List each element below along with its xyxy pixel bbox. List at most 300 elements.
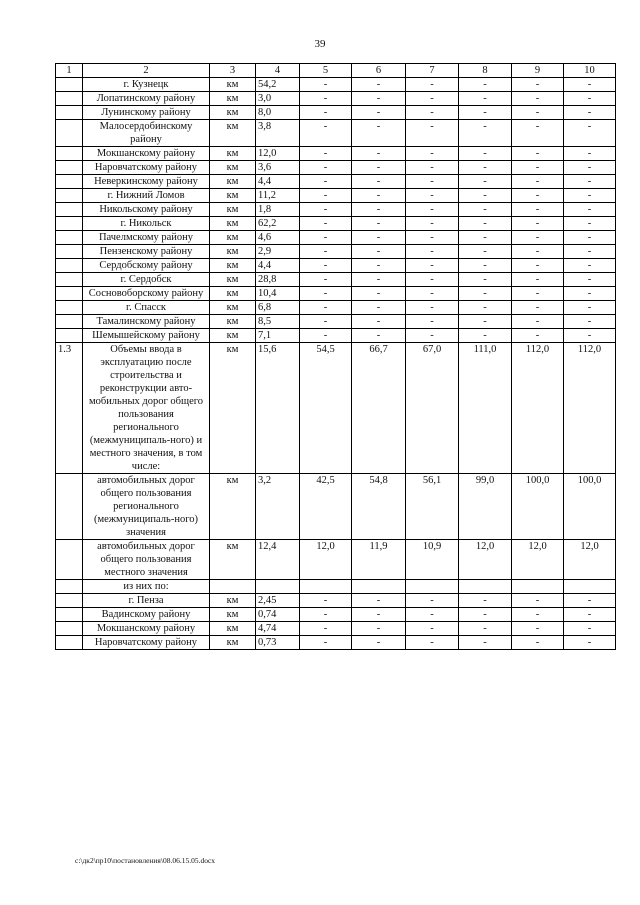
table-row bbox=[56, 273, 616, 287]
row-number-cell bbox=[56, 594, 83, 608]
year-value-cell: - bbox=[512, 608, 564, 622]
year-value-cell: - bbox=[459, 175, 512, 189]
base-value-cell: 3,8 bbox=[256, 120, 300, 147]
base-value-cell: 0,73 bbox=[256, 636, 300, 650]
table-row bbox=[56, 343, 616, 474]
year-value-cell: 100,0 bbox=[512, 474, 564, 540]
year-value-cell: - bbox=[512, 189, 564, 203]
year-value-cell: - bbox=[459, 594, 512, 608]
row-number-cell bbox=[56, 189, 83, 203]
unit-cell: км bbox=[210, 301, 256, 315]
year-value-cell: - bbox=[300, 175, 352, 189]
table-row bbox=[56, 189, 616, 203]
indicator-name-cell: Наровчатскому району bbox=[83, 636, 210, 650]
year-value-cell: - bbox=[406, 92, 459, 106]
year-value-cell: - bbox=[459, 259, 512, 273]
indicator-name-cell: Сосновоборскому району bbox=[83, 287, 210, 301]
base-value-cell: 6,8 bbox=[256, 301, 300, 315]
year-value-cell bbox=[459, 580, 512, 594]
year-value-cell bbox=[352, 580, 406, 594]
year-value-cell: - bbox=[406, 594, 459, 608]
unit-cell: км bbox=[210, 343, 256, 474]
table-row bbox=[56, 259, 616, 273]
year-value-cell: - bbox=[352, 594, 406, 608]
year-value-cell: - bbox=[300, 594, 352, 608]
header-cell: 1 bbox=[56, 64, 83, 78]
row-number-cell bbox=[56, 474, 83, 540]
unit-cell: км bbox=[210, 273, 256, 287]
year-value-cell: 11,9 bbox=[352, 540, 406, 580]
table-row bbox=[56, 540, 616, 580]
year-value-cell: - bbox=[406, 78, 459, 92]
base-value-cell: 4,6 bbox=[256, 231, 300, 245]
base-value-cell: 8,5 bbox=[256, 315, 300, 329]
year-value-cell: - bbox=[512, 161, 564, 175]
indicator-name-cell: г. Сердобск bbox=[83, 273, 210, 287]
base-value-cell: 12,0 bbox=[256, 147, 300, 161]
year-value-cell: - bbox=[352, 315, 406, 329]
year-value-cell: - bbox=[406, 189, 459, 203]
year-value-cell: - bbox=[406, 259, 459, 273]
base-value-cell: 7,1 bbox=[256, 329, 300, 343]
year-value-cell: - bbox=[512, 273, 564, 287]
year-value-cell: - bbox=[300, 231, 352, 245]
year-value-cell: - bbox=[564, 315, 616, 329]
base-value-cell: 2,9 bbox=[256, 245, 300, 259]
indicator-name-cell: Шемышейскому району bbox=[83, 329, 210, 343]
table-row bbox=[56, 175, 616, 189]
row-number-cell bbox=[56, 120, 83, 147]
unit-cell: км bbox=[210, 189, 256, 203]
row-number-cell bbox=[56, 608, 83, 622]
year-value-cell: - bbox=[406, 245, 459, 259]
year-value-cell: - bbox=[459, 231, 512, 245]
unit-cell: км bbox=[210, 245, 256, 259]
row-number-cell bbox=[56, 636, 83, 650]
year-value-cell bbox=[564, 580, 616, 594]
year-value-cell: 12,0 bbox=[459, 540, 512, 580]
year-value-cell: - bbox=[459, 329, 512, 343]
year-value-cell: - bbox=[300, 203, 352, 217]
year-value-cell: - bbox=[564, 175, 616, 189]
unit-cell: км bbox=[210, 161, 256, 175]
year-value-cell: - bbox=[300, 245, 352, 259]
indicator-name-cell: Сердобскому району bbox=[83, 259, 210, 273]
row-number-cell bbox=[56, 329, 83, 343]
year-value-cell: - bbox=[512, 120, 564, 147]
year-value-cell: - bbox=[300, 106, 352, 120]
table-row bbox=[56, 78, 616, 92]
table-row bbox=[56, 147, 616, 161]
row-number-cell bbox=[56, 147, 83, 161]
year-value-cell: - bbox=[406, 273, 459, 287]
data-table bbox=[55, 63, 616, 650]
row-number-cell bbox=[56, 161, 83, 175]
table-row bbox=[56, 608, 616, 622]
year-value-cell: - bbox=[406, 203, 459, 217]
year-value-cell: - bbox=[300, 287, 352, 301]
unit-cell: км bbox=[210, 106, 256, 120]
unit-cell: км bbox=[210, 636, 256, 650]
unit-cell: км bbox=[210, 622, 256, 636]
file-path-footer: c:\дк2\пр10\постановления\08.06.15.05.docx bbox=[75, 856, 216, 865]
year-value-cell bbox=[300, 580, 352, 594]
year-value-cell: 54,5 bbox=[300, 343, 352, 474]
year-value-cell: - bbox=[564, 287, 616, 301]
year-value-cell: - bbox=[300, 189, 352, 203]
header-cell: 6 bbox=[352, 64, 406, 78]
row-number-cell: 1.3 bbox=[56, 343, 83, 474]
indicator-name-cell: Объемы ввода в эксплуатацию после строительства и реконструкции авто-мобильных дорог общего пользования регионального (межмуниципаль-ного) и местного значения, в том числе: bbox=[83, 343, 210, 474]
year-value-cell: 111,0 bbox=[459, 343, 512, 474]
year-value-cell: - bbox=[459, 608, 512, 622]
table-row bbox=[56, 106, 616, 120]
year-value-cell: - bbox=[352, 329, 406, 343]
year-value-cell: 66,7 bbox=[352, 343, 406, 474]
year-value-cell: - bbox=[300, 608, 352, 622]
row-number-cell bbox=[56, 287, 83, 301]
year-value-cell: - bbox=[564, 301, 616, 315]
unit-cell: км bbox=[210, 217, 256, 231]
unit-cell: км bbox=[210, 608, 256, 622]
indicator-name-cell: Неверкинскому району bbox=[83, 175, 210, 189]
year-value-cell: - bbox=[512, 287, 564, 301]
row-number-cell bbox=[56, 203, 83, 217]
indicator-name-cell: Тамалинскому району bbox=[83, 315, 210, 329]
year-value-cell: 112,0 bbox=[564, 343, 616, 474]
year-value-cell: - bbox=[459, 315, 512, 329]
year-value-cell: - bbox=[564, 217, 616, 231]
unit-cell: км bbox=[210, 78, 256, 92]
table-row bbox=[56, 120, 616, 147]
table-row bbox=[56, 315, 616, 329]
base-value-cell: 12,4 bbox=[256, 540, 300, 580]
year-value-cell: - bbox=[459, 92, 512, 106]
year-value-cell: - bbox=[352, 259, 406, 273]
year-value-cell: 112,0 bbox=[512, 343, 564, 474]
year-value-cell: - bbox=[406, 608, 459, 622]
row-number-cell bbox=[56, 622, 83, 636]
year-value-cell: - bbox=[512, 78, 564, 92]
indicator-name-cell: Лопатинскому району bbox=[83, 92, 210, 106]
year-value-cell: - bbox=[564, 78, 616, 92]
unit-cell: км bbox=[210, 315, 256, 329]
unit-cell: км bbox=[210, 120, 256, 147]
year-value-cell: - bbox=[352, 636, 406, 650]
year-value-cell: - bbox=[564, 594, 616, 608]
table-row bbox=[56, 245, 616, 259]
year-value-cell: - bbox=[512, 315, 564, 329]
year-value-cell: - bbox=[352, 622, 406, 636]
indicator-name-cell: Пачелмскому району bbox=[83, 231, 210, 245]
table-row bbox=[56, 474, 616, 540]
year-value-cell: - bbox=[512, 245, 564, 259]
row-number-cell bbox=[56, 78, 83, 92]
table-row bbox=[56, 161, 616, 175]
year-value-cell: - bbox=[300, 622, 352, 636]
year-value-cell: 42,5 bbox=[300, 474, 352, 540]
row-number-cell bbox=[56, 259, 83, 273]
year-value-cell: - bbox=[406, 175, 459, 189]
year-value-cell bbox=[406, 580, 459, 594]
year-value-cell: - bbox=[352, 273, 406, 287]
table-row bbox=[56, 636, 616, 650]
table-row bbox=[56, 580, 616, 594]
year-value-cell: - bbox=[564, 231, 616, 245]
year-value-cell: - bbox=[459, 147, 512, 161]
table-row bbox=[56, 231, 616, 245]
year-value-cell: - bbox=[512, 301, 564, 315]
table-row bbox=[56, 301, 616, 315]
year-value-cell: - bbox=[459, 106, 512, 120]
table-row bbox=[56, 92, 616, 106]
year-value-cell bbox=[512, 580, 564, 594]
unit-cell: км bbox=[210, 540, 256, 580]
year-value-cell: 100,0 bbox=[564, 474, 616, 540]
base-value-cell: 15,6 bbox=[256, 343, 300, 474]
indicator-name-cell: г. Пенза bbox=[83, 594, 210, 608]
year-value-cell: - bbox=[300, 636, 352, 650]
unit-cell: км bbox=[210, 147, 256, 161]
year-value-cell: - bbox=[459, 120, 512, 147]
row-number-cell bbox=[56, 540, 83, 580]
page-number: 39 bbox=[314, 38, 326, 50]
base-value-cell: 28,8 bbox=[256, 273, 300, 287]
table-row bbox=[56, 287, 616, 301]
row-number-cell bbox=[56, 580, 83, 594]
unit-cell: км bbox=[210, 329, 256, 343]
year-value-cell: - bbox=[512, 175, 564, 189]
unit-cell: км bbox=[210, 474, 256, 540]
year-value-cell: - bbox=[352, 217, 406, 231]
year-value-cell: - bbox=[564, 120, 616, 147]
year-value-cell: - bbox=[512, 217, 564, 231]
year-value-cell: - bbox=[459, 203, 512, 217]
year-value-cell: - bbox=[352, 161, 406, 175]
year-value-cell: - bbox=[564, 608, 616, 622]
year-value-cell: - bbox=[300, 78, 352, 92]
row-number-cell bbox=[56, 231, 83, 245]
year-value-cell: - bbox=[300, 217, 352, 231]
base-value-cell: 4,4 bbox=[256, 259, 300, 273]
year-value-cell: - bbox=[300, 273, 352, 287]
row-number-cell bbox=[56, 273, 83, 287]
year-value-cell: - bbox=[564, 106, 616, 120]
year-value-cell: - bbox=[406, 161, 459, 175]
year-value-cell: 67,0 bbox=[406, 343, 459, 474]
indicator-name-cell: Наровчатскому району bbox=[83, 161, 210, 175]
year-value-cell: - bbox=[564, 636, 616, 650]
base-value-cell: 0,74 bbox=[256, 608, 300, 622]
year-value-cell: 99,0 bbox=[459, 474, 512, 540]
indicator-name-cell: Мокшанскому району bbox=[83, 147, 210, 161]
table-row bbox=[56, 217, 616, 231]
year-value-cell: - bbox=[459, 301, 512, 315]
header-cell: 5 bbox=[300, 64, 352, 78]
year-value-cell: - bbox=[352, 189, 406, 203]
year-value-cell: - bbox=[300, 92, 352, 106]
year-value-cell: - bbox=[406, 231, 459, 245]
year-value-cell: - bbox=[406, 287, 459, 301]
year-value-cell: - bbox=[512, 106, 564, 120]
year-value-cell: - bbox=[300, 147, 352, 161]
year-value-cell: - bbox=[352, 106, 406, 120]
year-value-cell: - bbox=[300, 161, 352, 175]
year-value-cell: - bbox=[564, 161, 616, 175]
table-row bbox=[56, 594, 616, 608]
year-value-cell: - bbox=[512, 259, 564, 273]
unit-cell: км bbox=[210, 231, 256, 245]
year-value-cell: - bbox=[406, 315, 459, 329]
year-value-cell: - bbox=[512, 203, 564, 217]
header-cell: 4 bbox=[256, 64, 300, 78]
base-value-cell bbox=[256, 580, 300, 594]
indicator-name-cell: г. Спасск bbox=[83, 301, 210, 315]
year-value-cell: - bbox=[352, 120, 406, 147]
unit-cell: км bbox=[210, 259, 256, 273]
year-value-cell: - bbox=[459, 273, 512, 287]
base-value-cell: 2,45 bbox=[256, 594, 300, 608]
year-value-cell: - bbox=[406, 106, 459, 120]
base-value-cell: 62,2 bbox=[256, 217, 300, 231]
indicator-name-cell: Вадинскому району bbox=[83, 608, 210, 622]
row-number-cell bbox=[56, 175, 83, 189]
header-cell: 9 bbox=[512, 64, 564, 78]
year-value-cell: - bbox=[564, 245, 616, 259]
year-value-cell: - bbox=[406, 329, 459, 343]
year-value-cell: - bbox=[459, 287, 512, 301]
year-value-cell: - bbox=[512, 636, 564, 650]
indicator-name-cell: автомобильных дорог общего пользования местного значения bbox=[83, 540, 210, 580]
year-value-cell: - bbox=[564, 329, 616, 343]
table-row bbox=[56, 329, 616, 343]
year-value-cell: - bbox=[512, 594, 564, 608]
year-value-cell: 56,1 bbox=[406, 474, 459, 540]
year-value-cell: - bbox=[352, 301, 406, 315]
year-value-cell: - bbox=[459, 217, 512, 231]
year-value-cell: - bbox=[300, 301, 352, 315]
row-number-cell bbox=[56, 245, 83, 259]
base-value-cell: 3,6 bbox=[256, 161, 300, 175]
unit-cell bbox=[210, 580, 256, 594]
year-value-cell: - bbox=[564, 147, 616, 161]
year-value-cell: - bbox=[406, 301, 459, 315]
year-value-cell: - bbox=[564, 259, 616, 273]
year-value-cell: - bbox=[564, 92, 616, 106]
base-value-cell: 4,74 bbox=[256, 622, 300, 636]
indicator-name-cell: Лунинскому району bbox=[83, 106, 210, 120]
header-cell: 2 bbox=[83, 64, 210, 78]
year-value-cell: - bbox=[459, 78, 512, 92]
indicator-name-cell: г. Нижний Ломов bbox=[83, 189, 210, 203]
year-value-cell: - bbox=[406, 636, 459, 650]
row-number-cell bbox=[56, 315, 83, 329]
base-value-cell: 8,0 bbox=[256, 106, 300, 120]
header-cell: 10 bbox=[564, 64, 616, 78]
base-value-cell: 4,4 bbox=[256, 175, 300, 189]
year-value-cell: - bbox=[512, 147, 564, 161]
year-value-cell: - bbox=[352, 245, 406, 259]
year-value-cell: - bbox=[352, 203, 406, 217]
indicator-name-cell: Мокшанскому району bbox=[83, 622, 210, 636]
unit-cell: км bbox=[210, 203, 256, 217]
year-value-cell: - bbox=[406, 147, 459, 161]
year-value-cell: - bbox=[300, 315, 352, 329]
year-value-cell: - bbox=[459, 161, 512, 175]
base-value-cell: 11,2 bbox=[256, 189, 300, 203]
year-value-cell: - bbox=[406, 217, 459, 231]
year-value-cell: - bbox=[512, 622, 564, 636]
indicator-name-cell: Малосердобинскому району bbox=[83, 120, 210, 147]
year-value-cell: - bbox=[512, 231, 564, 245]
year-value-cell: - bbox=[512, 92, 564, 106]
year-value-cell: 12,0 bbox=[300, 540, 352, 580]
year-value-cell: - bbox=[352, 147, 406, 161]
indicator-name-cell: автомобильных дорог общего пользования регионального (межмуниципаль-ного) значения bbox=[83, 474, 210, 540]
year-value-cell: - bbox=[352, 175, 406, 189]
year-value-cell: - bbox=[564, 203, 616, 217]
year-value-cell: - bbox=[459, 189, 512, 203]
unit-cell: км bbox=[210, 175, 256, 189]
base-value-cell: 3,0 bbox=[256, 92, 300, 106]
indicator-name-cell: г. Никольск bbox=[83, 217, 210, 231]
year-value-cell: 12,0 bbox=[512, 540, 564, 580]
indicator-name-cell: Пензенскому району bbox=[83, 245, 210, 259]
table-row bbox=[56, 622, 616, 636]
year-value-cell: - bbox=[459, 622, 512, 636]
header-row bbox=[56, 64, 616, 78]
unit-cell: км bbox=[210, 92, 256, 106]
base-value-cell: 54,2 bbox=[256, 78, 300, 92]
year-value-cell: - bbox=[406, 120, 459, 147]
base-value-cell: 1,8 bbox=[256, 203, 300, 217]
row-number-cell bbox=[56, 301, 83, 315]
year-value-cell: 54,8 bbox=[352, 474, 406, 540]
row-number-cell bbox=[56, 106, 83, 120]
indicator-name-cell: Никольскому району bbox=[83, 203, 210, 217]
year-value-cell: - bbox=[564, 189, 616, 203]
row-number-cell bbox=[56, 217, 83, 231]
row-number-cell bbox=[56, 92, 83, 106]
year-value-cell: - bbox=[300, 329, 352, 343]
year-value-cell: - bbox=[459, 636, 512, 650]
base-value-cell: 10,4 bbox=[256, 287, 300, 301]
year-value-cell: 12,0 bbox=[564, 540, 616, 580]
year-value-cell: - bbox=[512, 329, 564, 343]
year-value-cell: - bbox=[459, 245, 512, 259]
unit-cell: км bbox=[210, 287, 256, 301]
indicator-name-cell: из них по: bbox=[83, 580, 210, 594]
year-value-cell: - bbox=[406, 622, 459, 636]
header-cell: 3 bbox=[210, 64, 256, 78]
indicator-name-cell: г. Кузнецк bbox=[83, 78, 210, 92]
year-value-cell: - bbox=[300, 120, 352, 147]
unit-cell: км bbox=[210, 594, 256, 608]
year-value-cell: - bbox=[300, 259, 352, 273]
year-value-cell: - bbox=[352, 287, 406, 301]
year-value-cell: - bbox=[352, 608, 406, 622]
header-cell: 7 bbox=[406, 64, 459, 78]
year-value-cell: - bbox=[564, 273, 616, 287]
year-value-cell: - bbox=[352, 78, 406, 92]
table-row bbox=[56, 203, 616, 217]
base-value-cell: 3,2 bbox=[256, 474, 300, 540]
header-cell: 8 bbox=[459, 64, 512, 78]
year-value-cell: - bbox=[564, 622, 616, 636]
year-value-cell: - bbox=[352, 231, 406, 245]
year-value-cell: - bbox=[352, 92, 406, 106]
year-value-cell: 10,9 bbox=[406, 540, 459, 580]
